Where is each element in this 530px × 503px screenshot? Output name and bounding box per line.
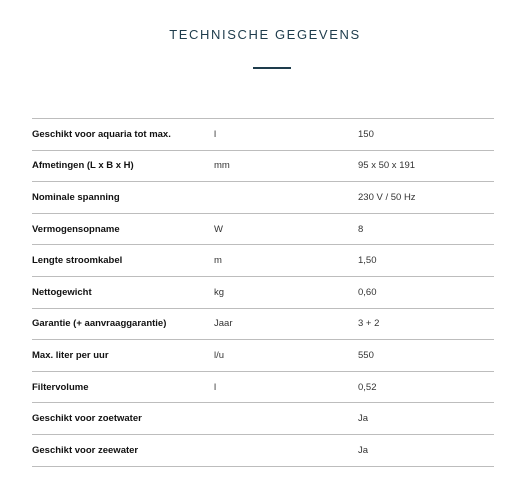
spec-label: Max. liter per uur bbox=[32, 349, 109, 361]
spec-unit: l/u bbox=[214, 349, 225, 361]
spec-unit: Jaar bbox=[214, 318, 233, 330]
spec-label: Garantie (+ aanvraaggarantie) bbox=[32, 318, 167, 330]
table-row bbox=[32, 309, 494, 341]
table-row bbox=[32, 372, 494, 404]
spec-value: 0,60 bbox=[358, 286, 377, 298]
table-row bbox=[32, 403, 494, 435]
spec-label: Geschikt voor zeewater bbox=[32, 444, 139, 456]
spec-unit: l bbox=[214, 381, 217, 393]
spec-label: Geschikt voor zoetwater bbox=[32, 413, 142, 425]
spec-value: 8 bbox=[358, 223, 364, 235]
table-row bbox=[32, 214, 494, 246]
table-row bbox=[32, 151, 494, 183]
spec-unit: l bbox=[214, 128, 217, 140]
specs-table bbox=[32, 118, 494, 467]
spec-value: 95 x 50 x 191 bbox=[358, 160, 416, 172]
table-row bbox=[32, 245, 494, 277]
spec-label: Filtervolume bbox=[32, 381, 89, 393]
spec-value: Ja bbox=[358, 444, 369, 456]
spec-value: 550 bbox=[358, 349, 374, 361]
table-row bbox=[32, 277, 494, 309]
spec-label: Lengte stroomkabel bbox=[32, 255, 123, 267]
table-row bbox=[32, 435, 494, 467]
title-underline bbox=[253, 67, 291, 69]
spec-value: 1,50 bbox=[358, 255, 377, 267]
spec-label: Nettogewicht bbox=[32, 286, 92, 298]
spec-unit: kg bbox=[214, 286, 225, 298]
page-title: TECHNISCHE GEGEVENS bbox=[169, 27, 361, 42]
table-row bbox=[32, 340, 494, 372]
spec-label: Nominale spanning bbox=[32, 191, 120, 203]
spec-unit: m bbox=[214, 255, 222, 267]
spec-label: Afmetingen (L x B x H) bbox=[32, 160, 134, 172]
spec-value: 0,52 bbox=[358, 381, 377, 393]
spec-value: 3 + 2 bbox=[358, 318, 380, 330]
spec-unit: mm bbox=[214, 160, 230, 172]
spec-value: 150 bbox=[358, 128, 374, 140]
table-row bbox=[32, 119, 494, 151]
spec-label: Geschikt voor aquaria tot max. bbox=[32, 128, 171, 140]
spec-label: Vermogensopname bbox=[32, 223, 120, 235]
table-row bbox=[32, 182, 494, 214]
spec-value: Ja bbox=[358, 413, 369, 425]
spec-unit: W bbox=[214, 223, 223, 235]
spec-value: 230 V / 50 Hz bbox=[358, 191, 416, 203]
